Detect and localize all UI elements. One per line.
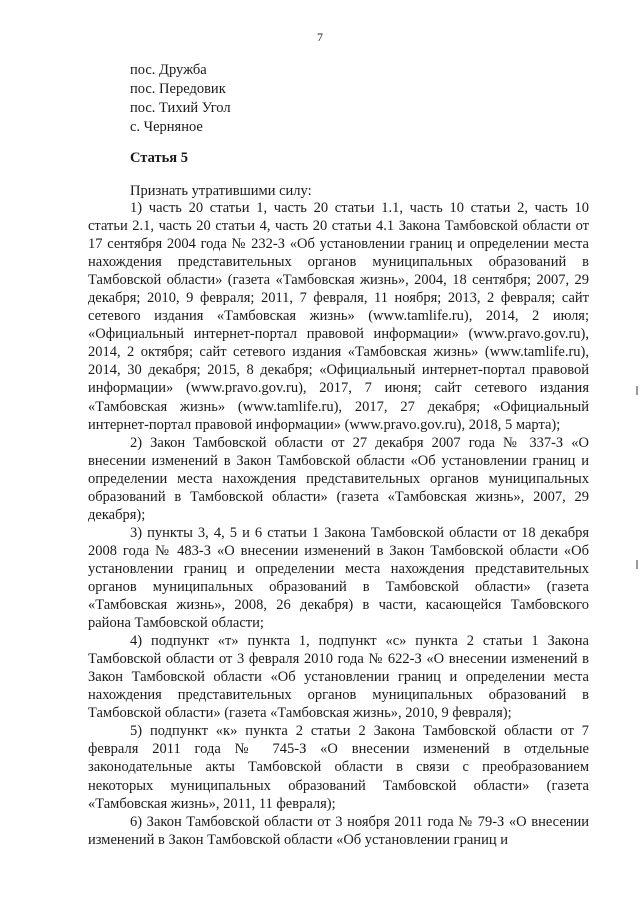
article-item: 1) часть 20 статьи 1, часть 20 статьи 1.1, часть 10 статьи 2, часть 10 статьи 2.1, часть 20 статьи 4, часть 20 статьи 4.1 Закона Тамбовской области от 17 сентября 2004 года № 232-З «Об установлении границ и определении места нахождения представительных органов муниципальных образований в Тамбовской области» (газета «Тамбовская жизнь», 2004, 18 сентября; 2007, 29 декабря; 2010, 9 февраля; 2011, 7 февраля, 11 ноября; 2013, 2 февраля; сайт сетевого издания «Тамбовская жизнь» (www.tamlife.ru), 2014, 2 июля; «Официальный интернет-портал правовой информации» (www.pravo.gov.ru), 2014, 2 октября; сайт сетевого издания «Тамбовская жизнь» (www.tamlife.ru), 2014, 30 декабря; 2015, 8 декабря; «Официальный интернет-портал правовой информации» (www.pravo.gov.ru), 2017, 7 июня; сайт сетевого издания «Тамбовская жизнь» (www.tamlife.ru), 2017, 27 декабря; «Официальный интернет-портал правовой информации» (www.pravo.gov.ru), 2018, 5 марта);	[88, 200, 589, 433]
page-number: 7	[317, 30, 323, 44]
article-item: 3) пункты 3, 4, 5 и 6 статьи 1 Закона Тамбовской области от 18 декабря 2008 года № 483-З «О внесении изменений в Закон Тамбовской области «Об установлении границ и определении места нахождения представительных органов муниципальных образований в Тамбовской области» (газета «Тамбовская жизнь», 2008, 26 декабря) в части, касающейся Тамбовского района Тамбовской области;	[88, 524, 589, 632]
scan-edge-mark	[636, 386, 638, 395]
article-item: 5) подпункт «к» пункта 2 статьи 2 Закона Тамбовской области от 7 февраля 2011 года № 745-З «О внесении изменений в отдельные законодательные акты Тамбовской области в связи с преобразованием некоторых муниципальных образований Тамбовской области» (газета «Тамбовская жизнь», 2011, 11 февраля);	[88, 723, 589, 812]
article-item: 6) Закон Тамбовской области от 3 ноября 2011 года № 79-З «О внесении изменений в Закон Тамбовской области «Об установлении границ и	[88, 813, 589, 848]
article-items	[88, 199, 589, 849]
scan-edge-mark	[636, 560, 638, 569]
settlement-list	[130, 61, 231, 137]
settlement-item: с. Черняное	[130, 119, 203, 135]
settlement-item: пос. Передовик	[130, 81, 226, 97]
settlement-item: пос. Тихий Угол	[130, 100, 231, 116]
article-intro: Признать утратившими силу:	[130, 183, 312, 199]
article-title: Статья 5	[130, 150, 188, 166]
settlement-item: пос. Дружба	[130, 62, 207, 78]
article-item: 4) подпункт «т» пункта 1, подпункт «с» пункта 2 статьи 1 Закона Тамбовской области от 3 февраля 2010 года № 622-З «О внесении изменений в Закон Тамбовской области «Об установлении границ и определении места нахождения представительных органов муниципальных образований в Тамбовской области» (газета «Тамбовская жизнь», 2010, 9 февраля);	[88, 633, 589, 722]
article-item: 2) Закон Тамбовской области от 27 декабря 2007 года № 337-З «О внесении изменений в Закон Тамбовской области «Об установлении границ и определении места нахождения представительных органов муниципальных образований в Тамбовской области» (газета «Тамбовская жизнь», 2007, 29 декабря);	[88, 434, 589, 523]
